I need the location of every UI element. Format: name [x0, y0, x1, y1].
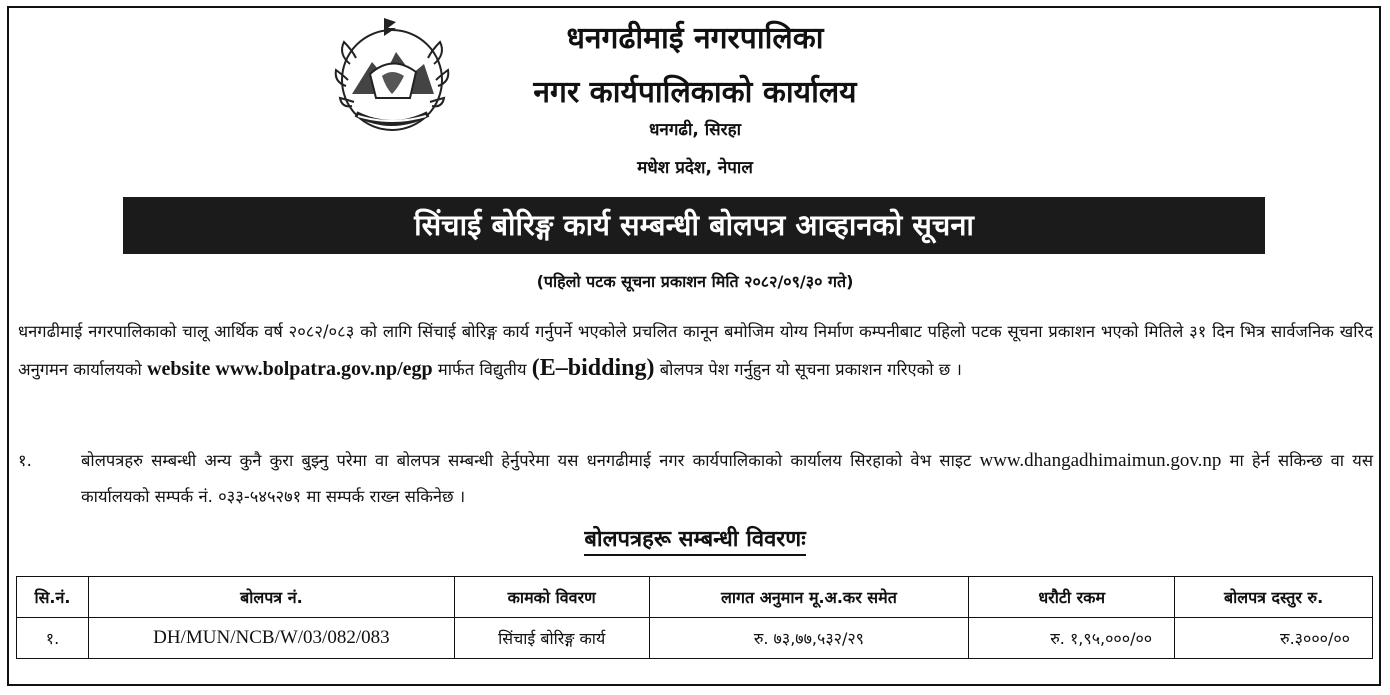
cell-bid-fee: रु.३०००/००: [1175, 618, 1373, 659]
notice-title: सिंचाई बोरिङ्ग कार्य सम्बन्धी बोलपत्र आव्हानको सूचना: [123, 197, 1265, 254]
cell-bid-security: रु. १,९५,०००/००: [969, 618, 1175, 659]
intro-text-3: बोलपत्र पेश गर्नुहुन यो सूचना प्रकाशन गरिएको छ ।: [659, 360, 962, 379]
bolpatra-website-link[interactable]: website www.bolpatra.gov.np/egp: [147, 358, 433, 380]
section-title: [0, 523, 1390, 553]
col-header-cost-estimate: लागत अनुमान मू.अ.कर समेत: [649, 577, 969, 618]
item-text: [81, 443, 1373, 515]
cell-work-description: सिंचाई बोरिङ्ग कार्य: [454, 618, 649, 659]
office-location: धनगढी, सिरहा: [648, 120, 742, 140]
item-number: १.: [18, 451, 32, 470]
office-name: नगर कार्यपालिकाको कार्यालय: [533, 75, 857, 110]
section-title-text: बोलपत्रहरू सम्बन्धी विवरणः: [584, 527, 805, 556]
org-name: धनगढीमाई नगरपालिका: [566, 21, 824, 56]
cell-bid-number: DH/MUN/NCB/W/03/082/083: [88, 618, 454, 659]
intro-text-1: धनगढीमाई नगरपालिकाको चालू आर्थिक वर्ष २०८२/०८३ को लागि सिंचाई बोरिङ्ग कार्य गर्नुपर्ने भएकोले प्रचलित कानून बमोजिम योग्य निर्माण कम्पनीबाट पहिलो पटक सूचना प्रकाशन भएको मितिले ३१ दिन भित्र सार्वजनिक खरिद अनुगमन कार्यालयको: [18, 322, 1373, 379]
item-text-1: बोलपत्रहरु सम्बन्धी अन्य कुनै कुरा बुझ्नु परेमा वा बोलपत्र सम्बन्धी हेर्नुपरेमा यस धनगढीमाई नगर कार्यपालिकाको कार्यालय सिरहाको वेभ साइट: [81, 451, 972, 470]
publication-date: (पहिलो पटक सूचना प्रकाशन मिति २०८२/०९/३० गते): [536, 272, 854, 291]
item-text-2: मा हेर्न सकिन्छ वा यस कार्यालयको सम्पर्क नं. ०३३-५४५२७१ मा सम्पर्क राख्न सकिनेछ ।: [81, 451, 1374, 506]
nepal-government-emblem-icon: [330, 14, 455, 136]
table-header-row: [17, 577, 1373, 618]
col-header-bid-fee: बोलपत्र दस्तुर रु.: [1175, 577, 1373, 618]
intro-paragraph: [18, 314, 1373, 388]
cell-serial: १.: [17, 618, 89, 659]
municipality-website-link[interactable]: www.dhangadhimaimun.gov.np: [979, 450, 1222, 471]
col-header-work-description: कामको विवरण: [454, 577, 649, 618]
col-header-serial: सि.नं.: [17, 577, 89, 618]
cell-cost-estimate: रु. ७३,७७,५३२/२९: [649, 618, 969, 659]
bid-details-table: [16, 576, 1373, 659]
ebidding-label: (E–bidding): [531, 355, 655, 381]
table-row: [17, 618, 1373, 659]
intro-text-2: मार्फत विद्युतीय: [437, 360, 527, 379]
col-header-bid-number: बोलपत्र नं.: [88, 577, 454, 618]
office-province: मधेश प्रदेश, नेपाल: [637, 158, 753, 178]
col-header-bid-security: धरौटी रकम: [969, 577, 1175, 618]
